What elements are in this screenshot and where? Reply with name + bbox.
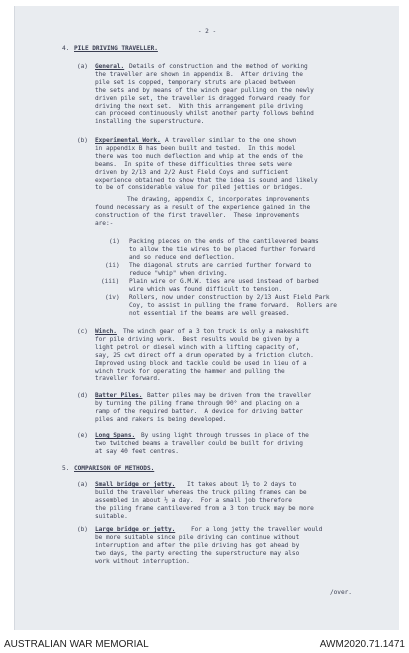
item-b-line: experience obtained to show that the idea is sound and likely	[95, 176, 318, 184]
item-b-subitem-line: not essential if the beams are well greased.	[129, 309, 290, 317]
item-e-line: at say 40 feet centres.	[95, 447, 179, 455]
item-b-line: to be of considerable value for piled jetties or bridges.	[95, 184, 303, 192]
item-b-subitem-marker: (ii)	[105, 262, 120, 269]
item-5b-line: two days, the party erecting the superstructure may also	[95, 549, 300, 557]
item-a-line: Details of construction and the method of working	[129, 63, 308, 70]
section-5-number: 5.	[62, 465, 70, 472]
item-c-line: for pile driving work. Best results would be given by a	[95, 335, 300, 343]
item-c-line: light petrol or diesel winch with a lifting capacity of,	[95, 343, 300, 351]
item-e-label: Long Spans.	[95, 432, 136, 439]
item-a-line: pile set is copped, temporary struts are placed between	[95, 78, 296, 86]
item-c-line: traveller forward.	[95, 375, 161, 383]
item-a-line: can proceed continuously whilst another party follows behind	[95, 110, 314, 118]
item-d-line: ramp of the required batter. A device for driving batter	[95, 407, 303, 415]
item-c-line: winch truck for operating the hammer and pulling the	[95, 367, 285, 375]
item-5b-label: Large bridge or jetty.	[95, 526, 176, 533]
section-4-heading: PILE DRIVING TRAVELLER.	[74, 45, 158, 52]
footer-accession-number: AWM2020.71.1471	[319, 639, 405, 650]
item-5a-line: build the traveller whereas the truck piling frames can be	[95, 488, 307, 496]
item-b-paragraph-line: construction of the first traveller. These improvements	[95, 211, 300, 219]
item-d-line: piles and rakers is being developed.	[95, 415, 227, 423]
item-b-paragraph-line: The drawing, appendix C, incorporates improvements	[127, 196, 310, 203]
item-b-subitem-marker: (iii)	[101, 278, 120, 285]
item-5a-line: assembled in about ½ a day. For a small job therefore	[95, 496, 292, 504]
item-b-subitem-line: to allow the tie wires to be placed further forward	[129, 245, 315, 253]
item-5b-line: For a long jetty the traveller would	[191, 526, 323, 533]
item-d-line: by turning the piling frame through 90° and placing on a	[95, 399, 300, 407]
item-b-subitem-line: Coy, to assist in pulling the frame forward. Rollers are	[129, 301, 337, 309]
item-b-paragraph-line: found necessary as a result of the experience gained in the	[95, 203, 311, 211]
item-a-line: the traveller are shown in appendix B. After driving the	[95, 70, 303, 78]
item-b-subitem-line: Packing pieces on the ends of the cantilevered beams	[129, 238, 319, 245]
item-5b-line: interruption and after the pile driving has got ahead by	[95, 541, 300, 549]
item-5a-line: the piling frame cantilevered from a 3 ton truck may be more	[95, 504, 314, 512]
item-d-line: Batter piles may be driven from the traveller	[147, 392, 312, 399]
item-5b-line: be more suitable since pile driving can continue without	[95, 533, 300, 541]
continued-over-note: /over.	[330, 589, 352, 596]
item-c-line: Improved using block and tackle could be used in lieu of a	[95, 359, 307, 367]
item-5a-line: suitable.	[95, 512, 128, 520]
item-a-line: driven pile set, the traveller is dragged forward ready for	[95, 94, 311, 102]
item-d-marker: (d)	[77, 392, 88, 399]
item-b-subitem-line: The diagonal struts are carried further forward to	[129, 262, 312, 269]
item-a-label: General.	[95, 63, 125, 70]
document-page	[14, 6, 399, 630]
item-c-line: say, 25 cwt direct off a drum operated by a friction clutch.	[95, 351, 314, 359]
item-a-line: driving the next set. With this arrangement pile driving	[95, 102, 303, 110]
item-5a-line: It takes about 1½ to 2 days to	[187, 481, 297, 488]
item-b-subitem-line: wire which was found difficult to tension.	[129, 285, 283, 293]
item-b-paragraph-line: are:-	[95, 219, 114, 227]
item-b-line: in appendix B has been built and tested. In this model	[95, 144, 296, 152]
item-b-subitem-line: and so reduce end deflection.	[129, 253, 235, 261]
document-body	[15, 6, 399, 630]
item-b-subitem-line: Rollers, now under construction by 2/13 Aust Field Park	[129, 294, 330, 301]
item-a-line: the sets and by means of the winch gear pulling on the newly	[95, 86, 314, 94]
item-b-subitem-line: Plain wire or G.M.W. ties are used instead of barbed	[129, 278, 319, 285]
item-a-marker: (a)	[77, 63, 88, 70]
section-4-number: 4.	[62, 45, 70, 52]
item-b-subitem-marker: (iv)	[105, 294, 120, 301]
item-c-label: Winch.	[95, 328, 117, 335]
archive-footer	[0, 634, 409, 653]
item-c-line: The winch gear of a 3 ton truck is only a makeshift	[123, 328, 309, 335]
item-5b-marker: (b)	[77, 526, 88, 533]
item-b-subitem-marker: (i)	[109, 238, 120, 245]
item-e-marker: (e)	[77, 432, 88, 439]
item-e-line: By using light through trusses in place of the	[141, 432, 309, 439]
footer-institution: AUSTRALIAN WAR MEMORIAL	[4, 639, 149, 650]
item-b-label: Experimental Work.	[95, 137, 161, 144]
item-d-label: Batter Piles.	[95, 392, 143, 399]
item-b-subitem-line: reduce "whip" when driving.	[129, 269, 228, 277]
item-5a-label: Small bridge or jetty.	[95, 481, 176, 488]
item-b-marker: (b)	[77, 137, 88, 144]
item-a-line: installing the superstructure.	[95, 118, 205, 126]
item-5b-line: work without interruption.	[95, 557, 190, 565]
page-number: - 2 -	[197, 28, 217, 35]
item-e-line: two twitched beams a traveller could be built for driving	[95, 439, 303, 447]
item-b-line: driven by 2/13 and 2/2 Aust Field Coys and sufficient	[95, 168, 289, 176]
section-5-heading: COMPARISON OF METHODS.	[74, 465, 155, 472]
item-b-line: there was too much deflection and whip at the ends of the	[95, 152, 303, 160]
item-c-marker: (c)	[77, 328, 88, 335]
item-b-line: beams. In spite of these difficulties three sets were	[95, 160, 292, 168]
item-b-line: A traveller similar to the one shown	[165, 137, 297, 144]
item-5a-marker: (a)	[77, 481, 88, 488]
